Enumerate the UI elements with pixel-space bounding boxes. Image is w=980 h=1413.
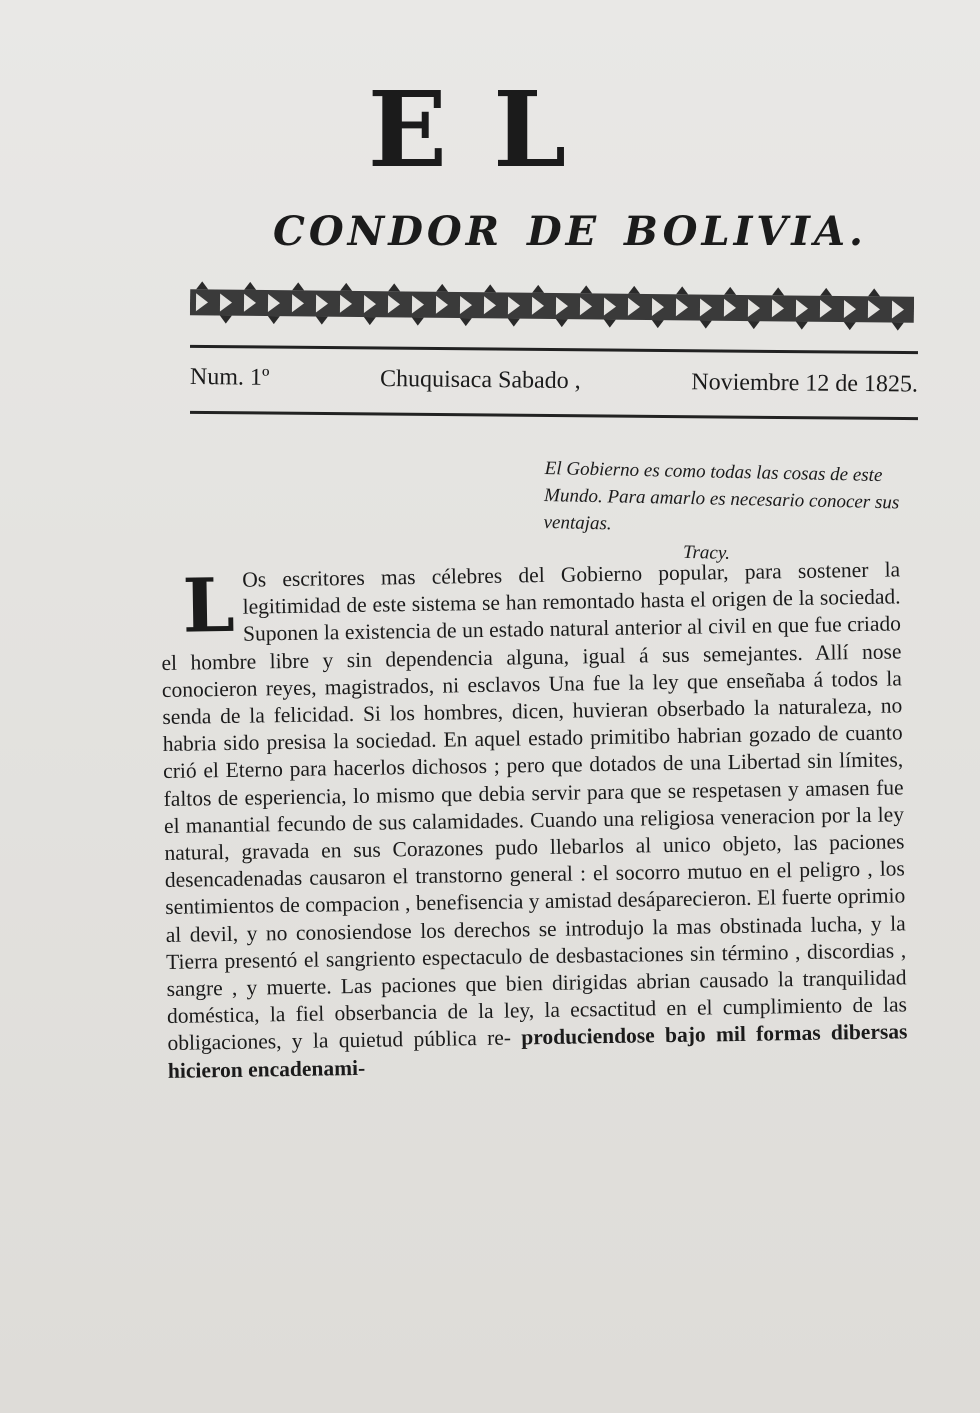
article-text: Os escritores mas célebres del Gobierno popular, para sostener la legitimidad de este sistema se han remontado hasta el origen de la sociedad. Suponen la existencia de un estado natural anterior al civil en que fue criado el hombre libre y sin dependencia alguna, igual á sus semejantes. Allí nose conocieron reyes, magistrados, ni esclavos Una fue la ley que enseñaba á todos la senda de la felicidad. Si los hombres, dicen, huvieran obserbado la naturaleza, no habria sido presisa la sociedad. En aquel estado primitibo habrian gozado de cuanto crió el Eterno para hacerlos dichosos ; pero que dotados de una Libertad sin límites, faltos de esperiencia, lo mismo que debia servir para que se respetasen y amasen fue el manantial fecundo de sus calamidades. Cuando una religiosa veneracion por la ley natural, gravada en sus Corazones pudo llebarlos al unico objeto, las paciones desencadenadas causaron el transtorno general : el socorro mutuo en el peligro , los sentimientos de compacion , benefisencia y amistad desáparecieron. El fuerte oprimio al devil, y no conosiendose los derechos se introdujo la mas obstinada lucha, y la Tierra presentó el sangriento espectaculo de desbastaciones sin término , discordias , sangre , y muerte. Las paciones que bien dirigidas abrian causado la tranquilidad doméstica, la fiel obserbancia de la ley, la ecsactitud en el cumplimiento de las obligaciones, y la quietud pública re- bbox=[161, 557, 908, 1056]
drop-cap: L bbox=[181, 562, 236, 650]
rule-top bbox=[190, 345, 918, 354]
masthead-article: EL bbox=[367, 68, 613, 191]
epigraph-attribution: Tracy. bbox=[682, 541, 731, 564]
issue-date: Noviembre 12 de 1825. bbox=[691, 369, 919, 398]
issue-number: Num. 1º bbox=[189, 364, 270, 391]
article-body bbox=[160, 556, 908, 1084]
epigraph-quote: El Gobierno es como todas las cosas de este Mundo. Para amarlo es necesario conocer sus ventajas. bbox=[543, 457, 900, 535]
ornamental-border bbox=[190, 281, 914, 331]
issue-place-day: Chuquisaca Sabado , bbox=[379, 365, 581, 395]
article-last-line: produciendose bajo mil formas dibersas hicieron encadenami- bbox=[167, 1019, 908, 1083]
masthead-title: CONDOR DE BOLIVIA. bbox=[273, 208, 867, 255]
issue-line bbox=[190, 364, 918, 399]
epigraph bbox=[543, 455, 920, 571]
rule-bottom bbox=[190, 411, 918, 420]
